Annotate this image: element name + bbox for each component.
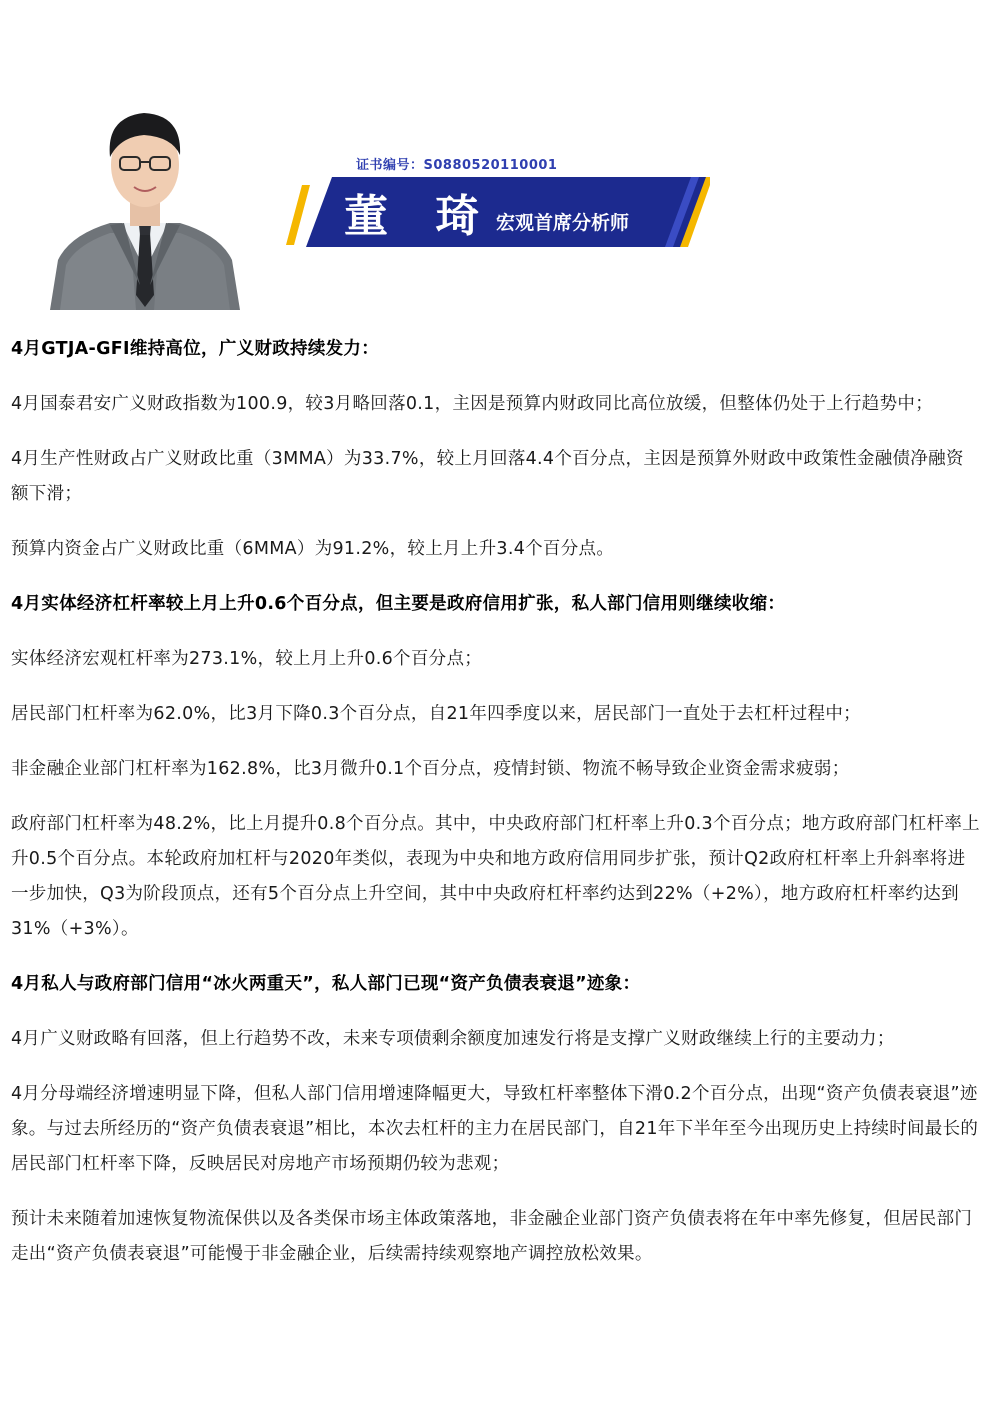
paragraph: 非金融企业部门杠杆率为162.8%，比3月微升0.1个百分点，疫情封锁、物流不畅导致企业资金需求疲弱； <box>11 759 850 779</box>
paragraph: 实体经济宏观杠杆率为273.1%，较上月上升0.6个百分点； <box>11 649 483 669</box>
paragraph: 4月广义财政略有回落，但上行趋势不改，未来专项债剩余额度加速发行将是支撑广义财政继续上行的主要动力； <box>11 1029 895 1049</box>
analyst-name: 董 琦 <box>344 191 496 242</box>
paragraph: 4月生产性财政占广义财政比重（3MMA）为33.7%，较上月回落4.4个百分点，主因是预算外财政中政策性金融债净融资额下滑； <box>11 449 964 504</box>
section-heading: 4月私人与政府部门信用“冰火两重天”，私人部门已现“资产负债表衰退”迹象： <box>11 974 641 994</box>
paragraph: 预计未来随着加速恢复物流保供以及各类保市场主体政策落地，非金融企业部门资产负债表将在年中率先修复，但居民部门走出“资产负债表衰退”可能慢于非金融企业，后续需持续观察地产调控放松效果。 <box>11 1209 973 1264</box>
analyst-title: 宏观首席分析师 <box>496 212 630 234</box>
certificate-number: 证书编号：S0880520110001 <box>356 158 558 173</box>
paragraph: 预算内资金占广义财政比重（6MMA）为91.2%，较上月上升3.4个百分点。 <box>11 539 615 559</box>
section-heading: 4月GTJA-GFI维持高位，广义财政持续发力： <box>11 339 380 359</box>
accent-stripe-left <box>286 185 310 245</box>
analyst-portrait <box>40 95 250 310</box>
author-header <box>0 0 992 320</box>
paragraph: 政府部门杠杆率为48.2%，比上月提升0.8个百分点。其中，中央政府部门杠杆率上升0.3个百分点；地方政府部门杠杆率上升0.5个百分点。本轮政府加杠杆与2020年类似，表现为中央和地方政府信用同步扩张，预计Q2政府杠杆率上升斜率将进一步加快，Q3为阶段顶点，还有5个百分点上升空间，其中中央政府杠杆率约达到22%（+2%），地方政府杠杆率约达到31%（+3%）。 <box>11 814 980 939</box>
paragraph: 4月国泰君安广义财政指数为100.9，较3月略回落0.1，主因是预算内财政同比高位放缓，但整体仍处于上行趋势中； <box>11 394 933 414</box>
report-body <box>11 332 981 1272</box>
section-heading: 4月实体经济杠杆率较上月上升0.6个百分点，但主要是政府信用扩张，私人部门信用则继续收缩： <box>11 594 786 614</box>
paragraph: 4月分母端经济增速明显下降，但私人部门信用增速降幅更大，导致杠杆率整体下滑0.2个百分点，出现“资产负债表衰退”迹象。与过去所经历的“资产负债表衰退”相比，本次去杠杆的主力在居民部门，自21年下半年至今出现历史上持续时间最长的居民部门杠杆率下降，反映居民对房地产市场预期仍较为悲观； <box>11 1084 979 1174</box>
paragraph: 居民部门杠杆率为62.0%，比3月下降0.3个百分点，自21年四季度以来，居民部门一直处于去杠杆过程中； <box>11 704 861 724</box>
